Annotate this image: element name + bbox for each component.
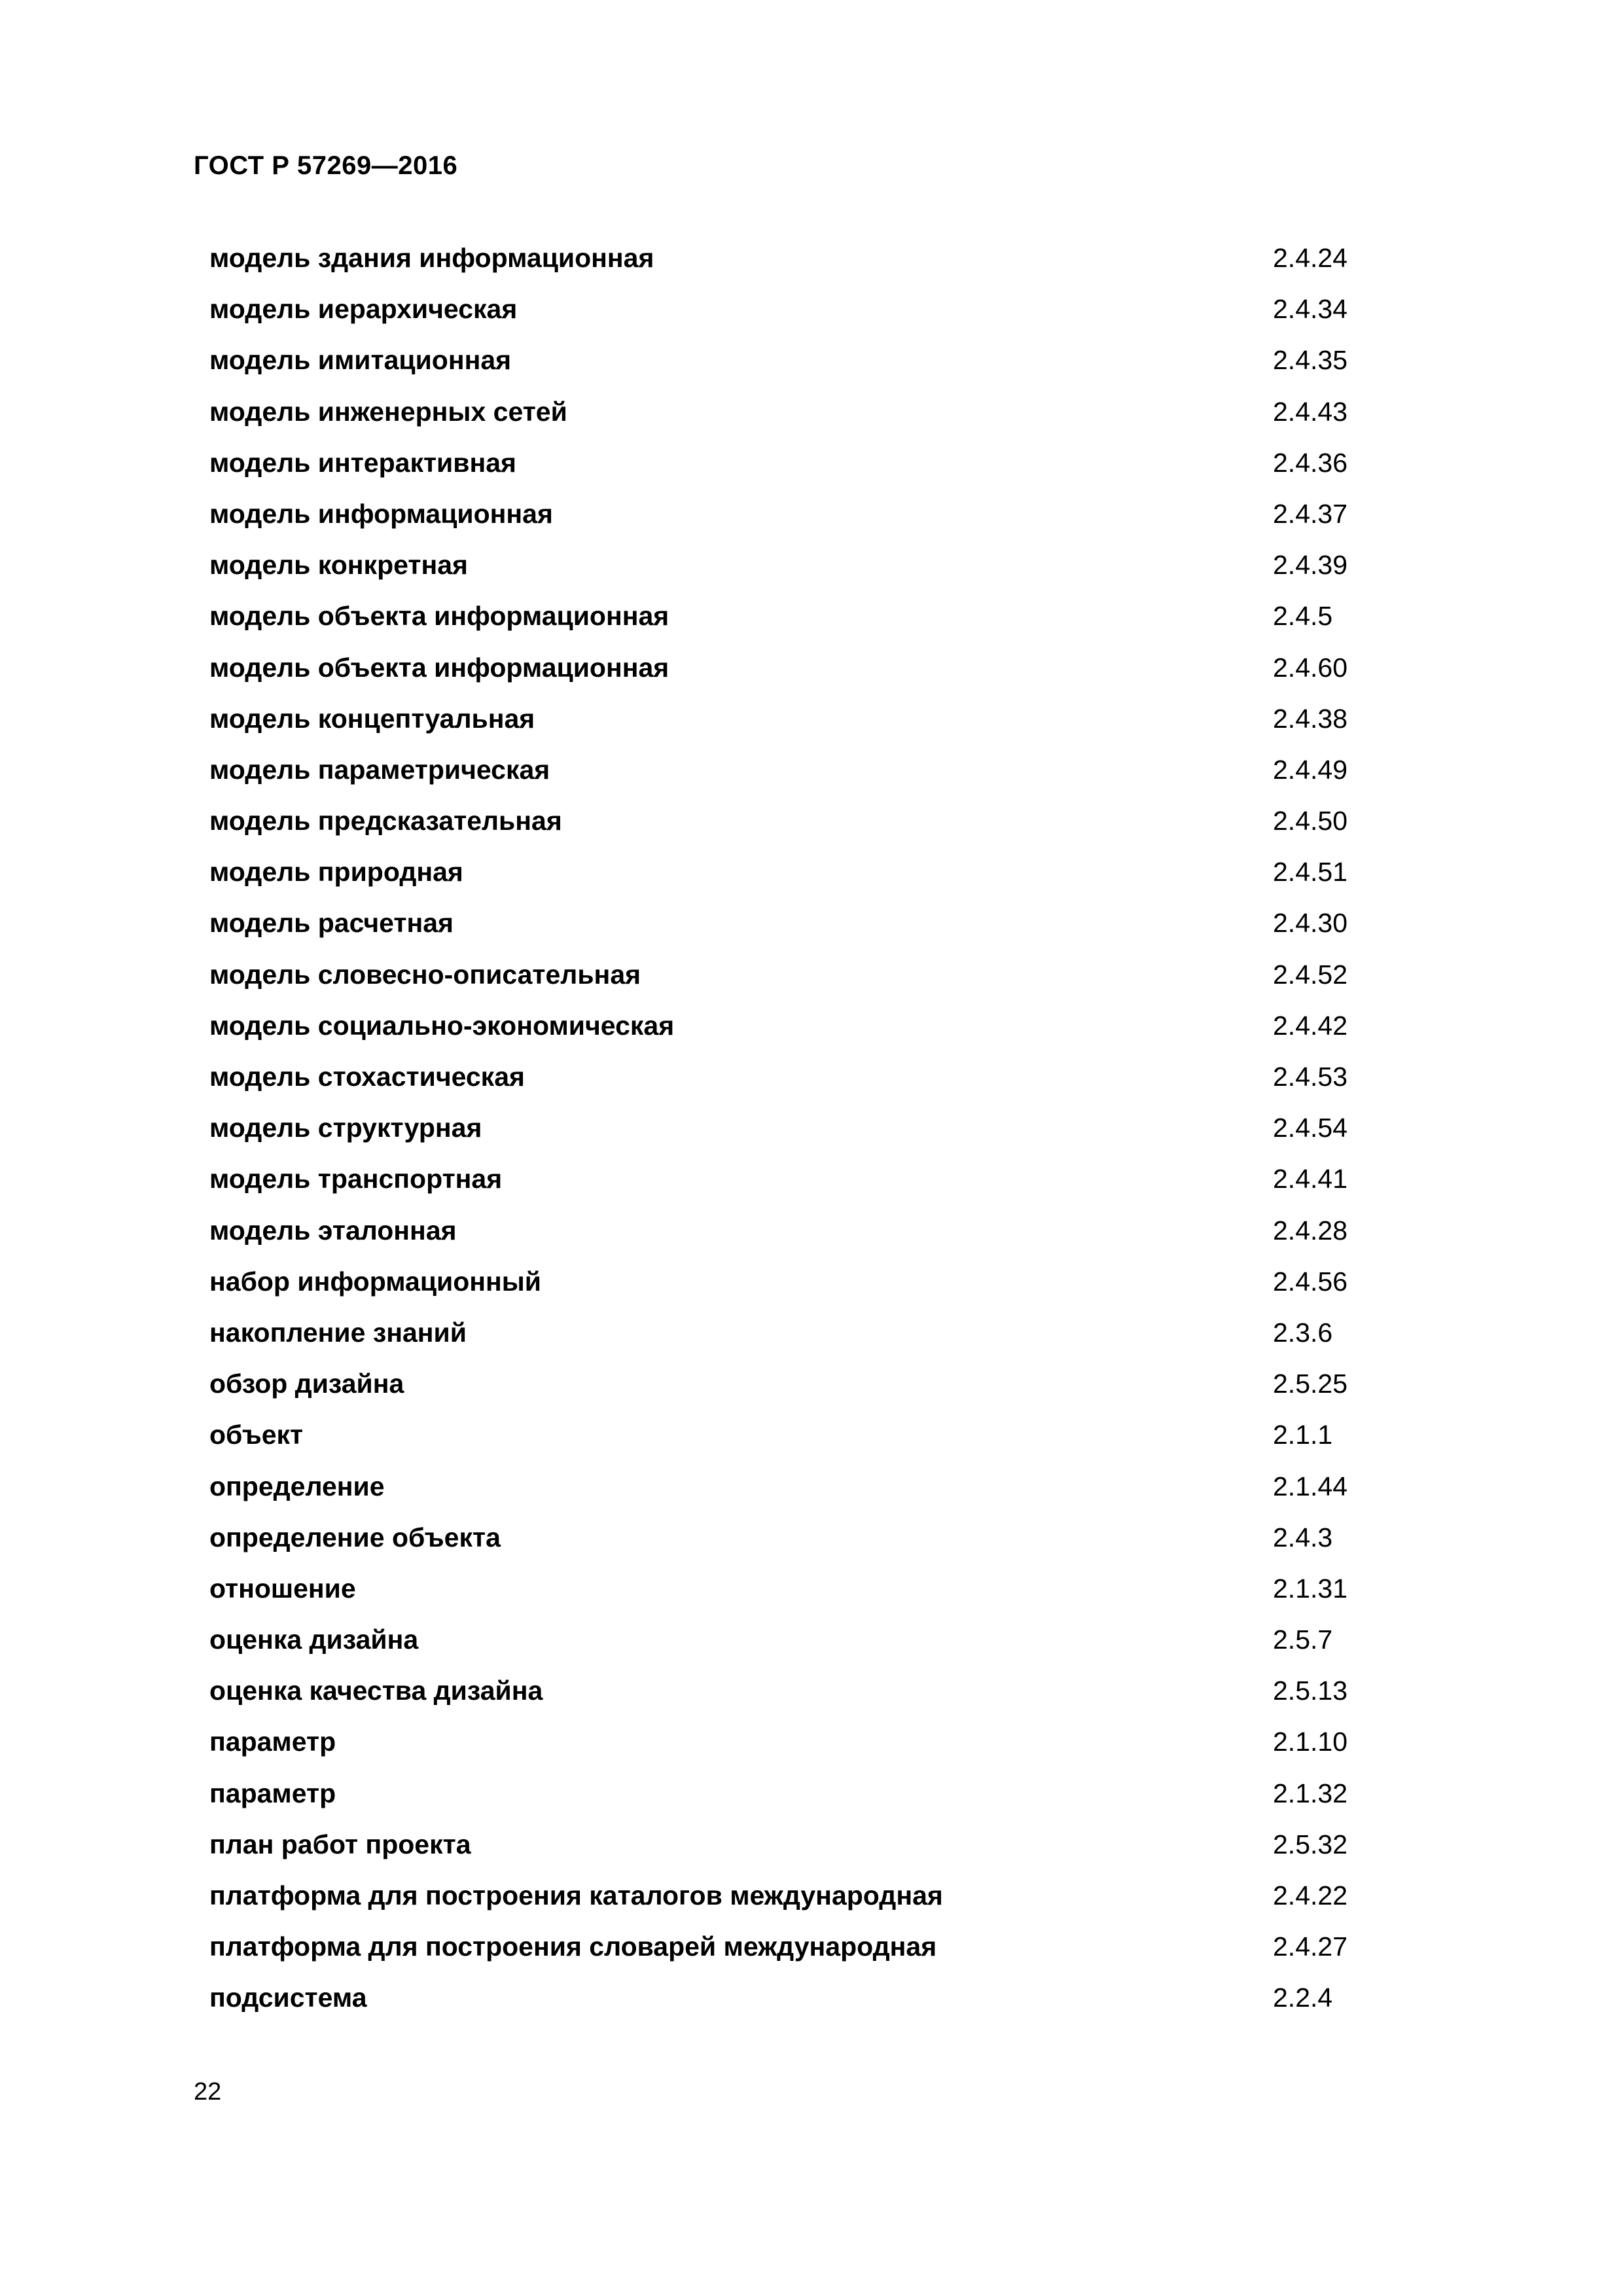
index-entry bbox=[209, 956, 1387, 1007]
document-header: ГОСТ Р 57269—2016 bbox=[194, 151, 458, 180]
term-index-list bbox=[209, 240, 1387, 2031]
index-reference: 2.4.35 bbox=[1273, 345, 1347, 376]
index-term: обзор дизайна bbox=[209, 1369, 404, 1399]
index-term: платформа для построения словарей международная bbox=[209, 1931, 937, 1962]
index-entry bbox=[209, 240, 1387, 291]
index-entry bbox=[209, 649, 1387, 700]
index-reference: 2.4.52 bbox=[1273, 959, 1347, 990]
index-term: модель транспортная bbox=[209, 1164, 503, 1194]
index-entry bbox=[209, 1314, 1387, 1365]
index-entry bbox=[209, 853, 1387, 905]
index-term: модель словесно-описательная bbox=[209, 959, 641, 990]
index-entry bbox=[209, 1775, 1387, 1826]
index-reference: 2.4.43 bbox=[1273, 396, 1347, 427]
index-entry bbox=[209, 1058, 1387, 1109]
index-term: оценка дизайна bbox=[209, 1624, 419, 1655]
index-reference: 2.4.56 bbox=[1273, 1266, 1347, 1297]
index-term: модель здания информационная bbox=[209, 243, 654, 273]
index-term: модель структурная bbox=[209, 1113, 482, 1143]
index-term: модель информационная bbox=[209, 498, 553, 529]
index-reference: 2.4.22 bbox=[1273, 1880, 1347, 1910]
index-reference: 2.1.1 bbox=[1273, 1420, 1333, 1450]
index-entry bbox=[209, 1212, 1387, 1263]
index-reference: 2.4.24 bbox=[1273, 243, 1347, 273]
index-reference: 2.1.10 bbox=[1273, 1727, 1347, 1757]
index-term: модель конкретная bbox=[209, 550, 468, 581]
index-entry bbox=[209, 905, 1387, 956]
index-entry bbox=[209, 1723, 1387, 1774]
index-entry bbox=[209, 1672, 1387, 1723]
index-term: модель объекта информационная bbox=[209, 601, 669, 632]
index-term: модель имитационная bbox=[209, 345, 512, 376]
index-entry bbox=[209, 1468, 1387, 1519]
index-reference: 2.4.41 bbox=[1273, 1164, 1347, 1194]
index-entry bbox=[209, 802, 1387, 853]
index-term: модель предсказательная bbox=[209, 806, 562, 836]
index-reference: 2.4.39 bbox=[1273, 550, 1347, 581]
index-reference: 2.4.34 bbox=[1273, 294, 1347, 325]
index-term: модель параметрическая bbox=[209, 754, 550, 785]
index-reference: 2.5.7 bbox=[1273, 1624, 1333, 1655]
index-entry bbox=[209, 1621, 1387, 1672]
index-reference: 2.4.54 bbox=[1273, 1113, 1347, 1143]
index-entry bbox=[209, 1570, 1387, 1621]
index-reference: 2.4.50 bbox=[1273, 806, 1347, 836]
index-reference: 2.3.6 bbox=[1273, 1317, 1333, 1348]
index-reference: 2.2.4 bbox=[1273, 1982, 1333, 2013]
index-term: платформа для построения каталогов международная bbox=[209, 1880, 943, 1910]
index-term: модель стохастическая bbox=[209, 1062, 525, 1092]
index-term: объект bbox=[209, 1420, 304, 1450]
index-entry bbox=[209, 1160, 1387, 1211]
index-entry bbox=[209, 1109, 1387, 1160]
index-reference: 2.4.42 bbox=[1273, 1010, 1347, 1041]
index-entry bbox=[209, 1979, 1387, 2030]
index-term: накопление знаний bbox=[209, 1317, 467, 1348]
index-reference: 2.5.32 bbox=[1273, 1829, 1347, 1859]
index-term: модель иерархическая bbox=[209, 294, 518, 325]
index-entry bbox=[209, 700, 1387, 751]
index-entry bbox=[209, 1365, 1387, 1416]
index-entry bbox=[209, 1826, 1387, 1877]
index-reference: 2.4.37 bbox=[1273, 498, 1347, 529]
index-entry bbox=[209, 393, 1387, 444]
index-term: параметр bbox=[209, 1727, 336, 1757]
index-reference: 2.4.3 bbox=[1273, 1522, 1333, 1552]
index-reference: 2.4.53 bbox=[1273, 1062, 1347, 1092]
index-entry bbox=[209, 547, 1387, 598]
index-term: модель расчетная bbox=[209, 908, 454, 939]
index-term: модель эталонная bbox=[209, 1215, 457, 1246]
index-reference: 2.4.38 bbox=[1273, 703, 1347, 734]
index-term: отношение bbox=[209, 1573, 356, 1604]
index-reference: 2.4.36 bbox=[1273, 447, 1347, 478]
index-term: параметр bbox=[209, 1778, 336, 1808]
index-reference: 2.4.60 bbox=[1273, 652, 1347, 683]
index-entry bbox=[209, 1263, 1387, 1314]
index-term: оценка качества дизайна bbox=[209, 1676, 543, 1706]
index-term: определение объекта bbox=[209, 1522, 501, 1552]
index-reference: 2.4.51 bbox=[1273, 857, 1347, 888]
index-term: модель объекта информационная bbox=[209, 652, 669, 683]
index-entry bbox=[209, 1416, 1387, 1467]
index-term: подсистема bbox=[209, 1982, 367, 2013]
index-reference: 2.4.49 bbox=[1273, 754, 1347, 785]
index-term: модель природная bbox=[209, 857, 463, 888]
index-entry bbox=[209, 495, 1387, 547]
index-term: модель интерактивная bbox=[209, 447, 516, 478]
index-entry bbox=[209, 444, 1387, 495]
index-entry bbox=[209, 1007, 1387, 1058]
page-number: 22 bbox=[194, 2078, 222, 2106]
index-term: набор информационный bbox=[209, 1266, 542, 1297]
index-term: модель инженерных сетей bbox=[209, 396, 567, 427]
index-entry bbox=[209, 1877, 1387, 1928]
index-reference: 2.1.44 bbox=[1273, 1471, 1347, 1501]
index-reference: 2.4.28 bbox=[1273, 1215, 1347, 1246]
index-reference: 2.1.31 bbox=[1273, 1573, 1347, 1604]
index-entry bbox=[209, 751, 1387, 802]
index-term: модель социально-экономическая bbox=[209, 1010, 675, 1041]
index-entry bbox=[209, 291, 1387, 342]
index-reference: 2.4.5 bbox=[1273, 601, 1333, 632]
index-reference: 2.4.27 bbox=[1273, 1931, 1347, 1962]
index-term: модель концептуальная bbox=[209, 703, 535, 734]
index-reference: 2.5.13 bbox=[1273, 1676, 1347, 1706]
index-reference: 2.5.25 bbox=[1273, 1369, 1347, 1399]
index-entry bbox=[209, 598, 1387, 649]
index-reference: 2.4.30 bbox=[1273, 908, 1347, 939]
index-term: план работ проекта bbox=[209, 1829, 471, 1859]
index-entry bbox=[209, 1519, 1387, 1570]
index-entry bbox=[209, 342, 1387, 393]
index-reference: 2.1.32 bbox=[1273, 1778, 1347, 1808]
index-entry bbox=[209, 1928, 1387, 1979]
index-term: определение bbox=[209, 1471, 385, 1501]
